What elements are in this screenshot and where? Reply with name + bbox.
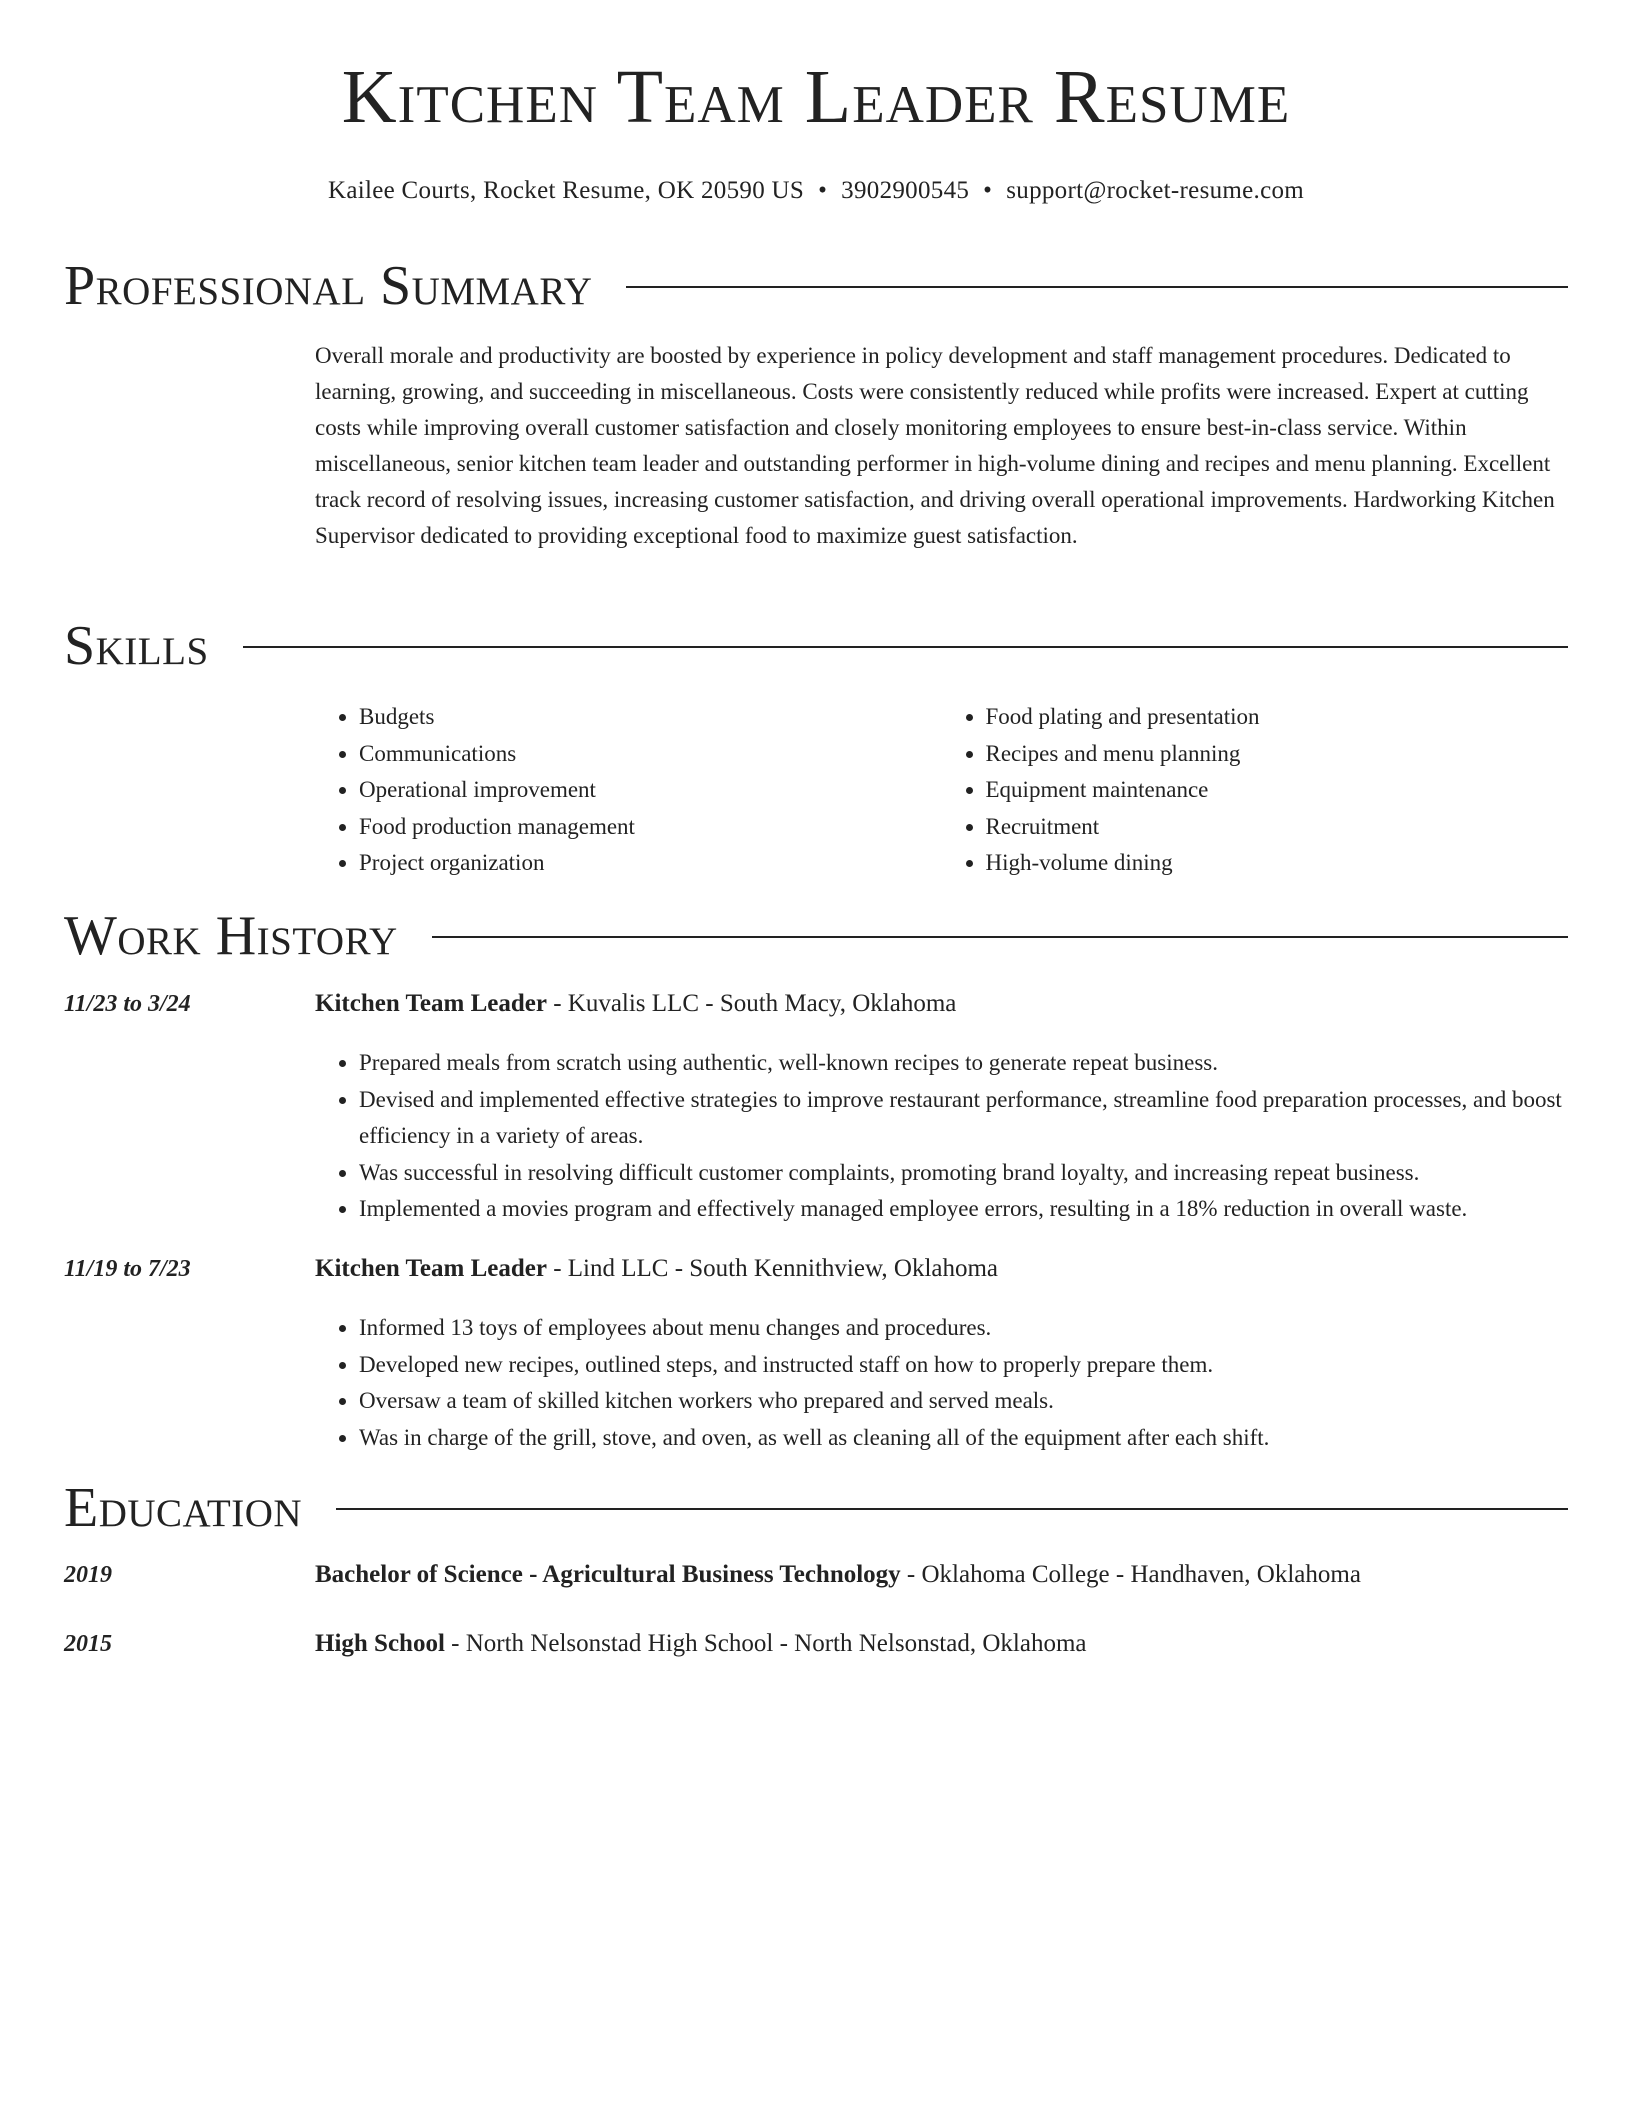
skill-item: • Recipes and menu planning <box>986 736 1569 773</box>
skills-section-header <box>64 614 1568 678</box>
education-heading-line <box>315 1627 1086 1661</box>
contact-line <box>64 174 1568 208</box>
education-heading-line <box>315 1558 1361 1592</box>
education-heading: Education <box>64 1477 303 1539</box>
separator: • <box>983 177 993 204</box>
job-title: Kitchen Team Leader <box>315 1255 547 1282</box>
job-heading <box>315 987 956 1021</box>
list-item: • Prepared meals from scratch using authentic, well-known recipes to generate repeat business. <box>359 1045 1612 1082</box>
job-details: - Kuvalis LLC - South Macy, Oklahoma <box>546 990 957 1017</box>
skills-heading: Skills <box>64 615 209 677</box>
skill-item: • High-volume dining <box>986 845 1569 882</box>
separator: • <box>818 177 828 204</box>
phone: 3902900545 <box>841 177 970 204</box>
list-item: • Informed 13 toys of employees about menu changes and procedures. <box>359 1310 1612 1347</box>
education-year: 2015 <box>64 1631 112 1657</box>
education-year: 2019 <box>64 1562 112 1588</box>
list-item: • Devised and implemented effective strategies to improve restaurant performance, streamline food preparation processes, and boost efficiency in a variety of areas. <box>359 1082 1612 1155</box>
degree: Bachelor of Science - Agricultural Business Technology <box>315 1561 901 1588</box>
skill-item: • Food production management <box>359 809 942 846</box>
section-divider <box>626 286 1568 288</box>
skill-item: • Recruitment <box>986 809 1569 846</box>
page-title: Kitchen Team Leader Resume <box>341 55 1291 139</box>
job-dates: 11/23 to 3/24 <box>64 991 191 1017</box>
email: support@rocket-resume.com <box>1006 177 1305 204</box>
skills-list <box>315 699 1568 882</box>
list-item: • Was successful in resolving difficult customer complaints, promoting brand loyalty, and increasing repeat business. <box>359 1155 1612 1192</box>
job-title: Kitchen Team Leader <box>315 990 547 1017</box>
section-divider <box>243 646 1568 648</box>
work-section-header <box>64 904 1568 968</box>
address: Kailee Courts, Rocket Resume, OK 20590 US <box>327 177 805 204</box>
skill-item: • Budgets <box>359 699 942 736</box>
summary-heading: Professional Summary <box>64 255 593 317</box>
work-heading: Work History <box>64 905 398 967</box>
skills-column-left <box>315 699 942 882</box>
skills-column-right <box>942 699 1569 882</box>
skill-item: • Equipment maintenance <box>986 772 1569 809</box>
job-heading <box>315 1252 998 1286</box>
summary-text: Overall morale and productivity are boosted by experience in policy development and staff management procedures. Dedicated to learning, growing, and succeeding in miscellaneous. Costs were consistently reduced while profits were increased. Expert at cutting costs while improving overall customer satisfaction and closely monitoring employees to ensure best-in-class service. Within miscellaneous, senior kitchen team leader and outstanding performer in high-volume dining and recipes and menu planning. Excellent track record of resolving issues, increasing customer satisfaction, and driving overall operational improvements. Hardworking Kitchen Supervisor dedicated to providing exceptional food to maximize guest satisfaction. <box>315 343 1555 548</box>
skill-item: • Food plating and presentation <box>986 699 1569 736</box>
school-details: - Oklahoma College - Handhaven, Oklahoma <box>900 1561 1361 1588</box>
section-divider <box>336 1508 1568 1510</box>
job-details: - Lind LLC - South Kennithview, Oklahoma <box>546 1255 999 1282</box>
school-details: - North Nelsonstad High School - North Nelsonstad, Oklahoma <box>444 1630 1087 1657</box>
job-dates: 11/19 to 7/23 <box>64 1256 191 1282</box>
summary-section-header <box>64 254 1568 318</box>
list-item: • Implemented a movies program and effectively managed employee errors, resulting in a 18% reduction in overall waste. <box>359 1191 1612 1228</box>
skill-item: • Project organization <box>359 845 942 882</box>
education-section-header <box>64 1476 1568 1540</box>
list-item: • Developed new recipes, outlined steps, and instructed staff on how to properly prepare them. <box>359 1347 1612 1384</box>
degree: High School <box>315 1630 445 1657</box>
skill-item: • Communications <box>359 736 942 773</box>
job-bullets <box>315 1310 1612 1456</box>
list-item: • Was in charge of the grill, stove, and oven, as well as cleaning all of the equipment after each shift. <box>359 1420 1612 1457</box>
section-divider <box>432 936 1568 938</box>
skill-item: • Operational improvement <box>359 772 942 809</box>
job-bullets <box>315 1045 1612 1228</box>
list-item: • Oversaw a team of skilled kitchen workers who prepared and served meals. <box>359 1383 1612 1420</box>
